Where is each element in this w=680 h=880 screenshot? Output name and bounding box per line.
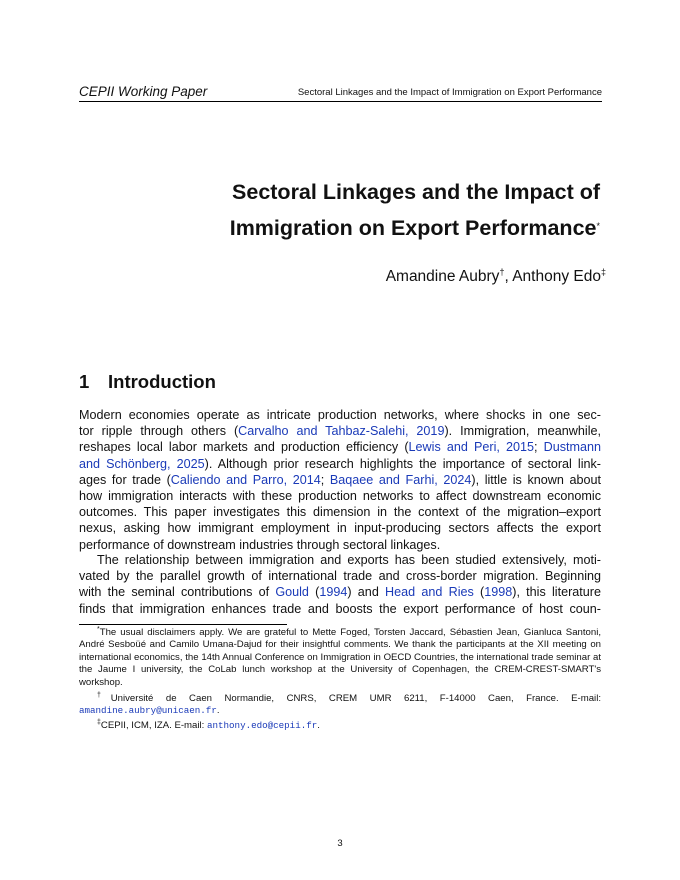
footnote-mark: † (97, 692, 111, 699)
citation-link[interactable]: 1994 (319, 585, 348, 600)
author-footnote-mark[interactable]: † (499, 267, 505, 277)
citation-link[interactable]: Carvalho and Tahbaz-Salehi, 2019 (238, 424, 445, 439)
citation-link[interactable]: Dustmann (543, 440, 602, 455)
paper-title-line-1: Sectoral Linkages and the Impact of (232, 180, 600, 204)
footnote-mark: ‡ (97, 719, 101, 726)
footnote-mark: * (97, 626, 100, 633)
citation-link[interactable]: Gould (275, 585, 309, 600)
citation-link[interactable]: Baqaee and Farhi, 2024 (329, 472, 472, 487)
header-series: CEPII Working Paper (79, 84, 208, 99)
citation-link[interactable]: Head and Ries (385, 585, 474, 600)
email-link[interactable]: anthony.edo@cepii.fr (206, 720, 318, 731)
citation-link[interactable]: Caliendo and Parro, 2014 (170, 472, 321, 487)
footnote: *The usual disclaimers apply. We are grateful to Mette Foged, Torsten Jaccard, Sébastien Jean, Gianluca Santoni, André Sesboüé and Camilo Umana-Dajud for their insightful comments. We thank the participants at the XII meeting on international economics, the 14th Annual Conference on Immigration in OECD Countries, the international trade seminar at the Jaume I university, the CoLab lunch workshop at the University of Copenhagen, the CREM-CREST-SMART's workshop. (79, 626, 601, 688)
citation-link[interactable]: 1998 (484, 585, 513, 600)
author-footnote-mark[interactable]: ‡ (600, 267, 606, 277)
author-name: Anthony Edo (512, 268, 601, 285)
section-title: Introduction (108, 371, 216, 392)
header-short-title: Sectoral Linkages and the Impact of Immigration on Export Performance (297, 87, 602, 98)
paper-title-line-2: Immigration on Export Performance* (229, 216, 600, 240)
author-name: Amandine Aubry (385, 268, 500, 285)
section-heading (79, 371, 216, 393)
running-header (79, 84, 602, 102)
title-footnote-mark[interactable]: * (596, 221, 600, 231)
citation-link[interactable]: and Schönberg, 2025 (79, 456, 205, 471)
footnote: ‡CEPII, ICM, IZA. E-mail: anthony.edo@cepii.fr. (97, 719, 320, 731)
section-number: 1 (79, 371, 90, 392)
footnote-rule (79, 624, 287, 625)
footnote: †Université de Caen Normandie, CNRS, CREM UMR 6211, F-14000 Caen, France. E-mail: amandine.aubry@unicaen.fr. (79, 692, 601, 717)
author-list: Amandine Aubry†, Anthony Edo‡ (385, 267, 606, 285)
paragraph: Modern economies operate as intricate production networks, where shocks in one sec- tor ripple through others (Carvalho and Tahbaz-Salehi, 2019). Immigration, meanwhile, reshapes local labor markets and production efficiency (Lewis and Peri, 2015; Dustmann and Schönberg, 2025). Although prior research highlights the importance of sectoral link- ages for trade (Caliendo and Parro, 2014; Baqaee and Farhi, 2024), little is known about how immigration interacts with these production networks to affect downstream economic outcomes. This paper investigates this dimension in the context of the migration–export nexus, asking how immigrant employment in input-producing sectors affects the export performance of downstream industries through sectoral linkages. (79, 408, 602, 552)
page-number: 3 (337, 838, 343, 849)
citation-link[interactable]: Lewis and Peri, 2015 (408, 440, 534, 455)
email-link[interactable]: amandine.aubry@unicaen.fr (79, 705, 217, 717)
paragraph: The relationship between immigration and exports has been studied extensively, moti- vated by the parallel growth of international trade and cross-border migration. Beginning with the seminal contributions of Gould (1994) and Head and Ries (1998), this literature finds that immigration enhances trade and boosts the export performance of host coun- (79, 553, 601, 616)
